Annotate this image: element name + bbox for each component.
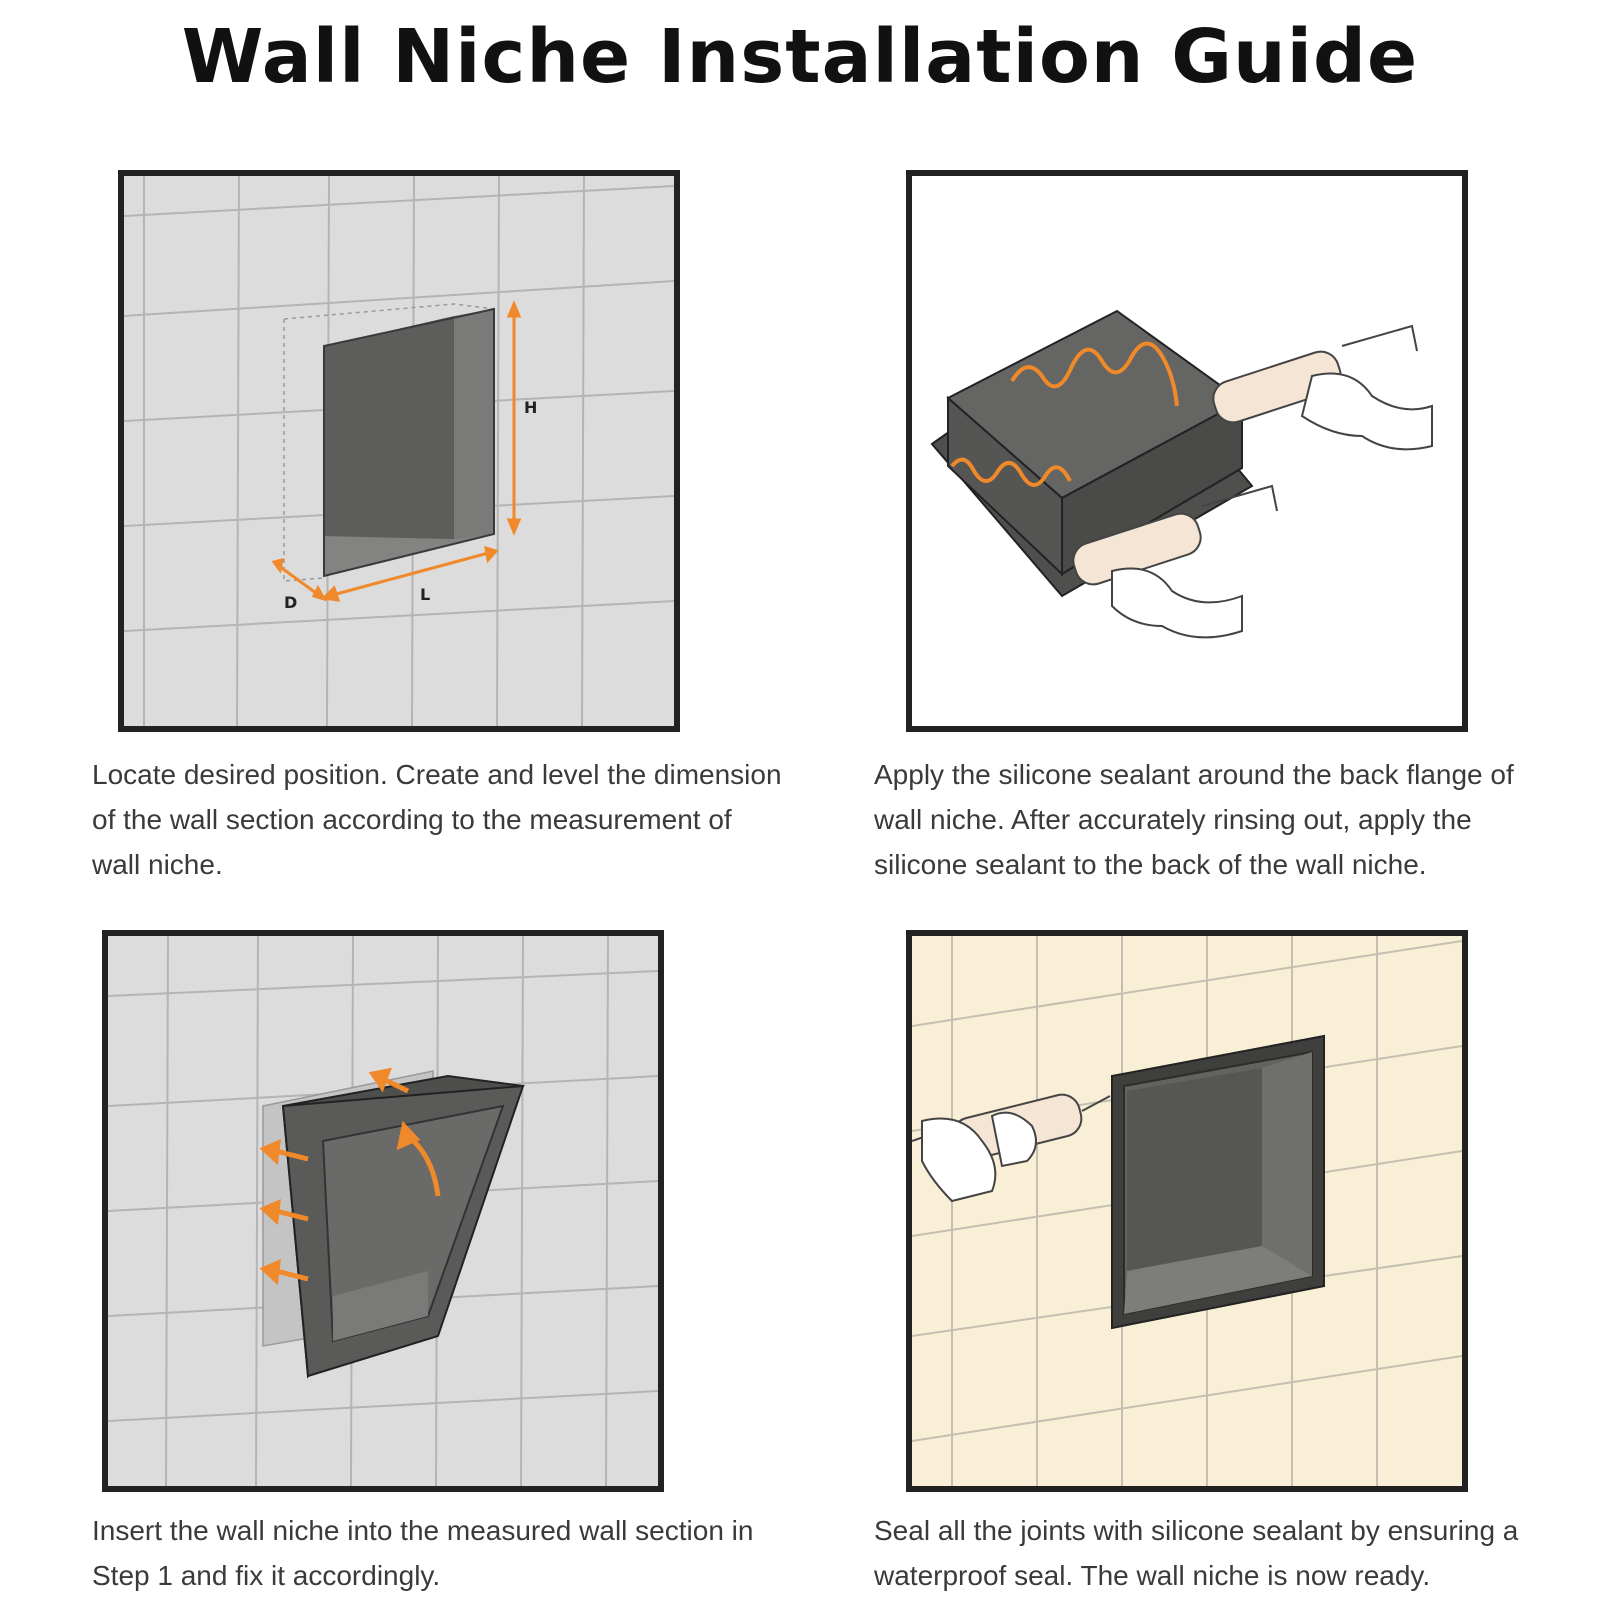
step-4-caption: Seal all the joints with silicone sealant by ensuring a waterproof seal. The wall niche is now ready. <box>874 1515 1519 1591</box>
niche-installed <box>1112 1036 1324 1328</box>
depth-label: D <box>284 593 298 612</box>
step-3-svg <box>108 936 658 1486</box>
step-1-illustration <box>118 170 680 732</box>
step-4-illustration <box>906 930 1468 1492</box>
page-title: Wall Niche Installation Guide <box>181 14 1419 100</box>
step-3-caption: Insert the wall niche into the measured wall section in Step 1 and fix it accordingly. <box>92 1515 754 1591</box>
step-4-svg <box>912 936 1462 1486</box>
step-2-illustration <box>906 170 1468 732</box>
step-3-illustration <box>102 930 664 1492</box>
step-2-svg <box>912 176 1462 726</box>
step-2-caption: Apply the silicone sealant around the back flange of wall niche. After accurately rinsing out, apply the silicone sealant to the back of the wall niche. <box>874 759 1514 880</box>
height-label: H <box>524 398 538 417</box>
length-label: L <box>420 585 431 604</box>
niche-box <box>324 309 494 576</box>
step-1-svg <box>124 176 674 726</box>
step-1-caption: Locate desired position. Create and level the dimension of the wall section according to the measurement of wall niche. <box>92 759 782 880</box>
